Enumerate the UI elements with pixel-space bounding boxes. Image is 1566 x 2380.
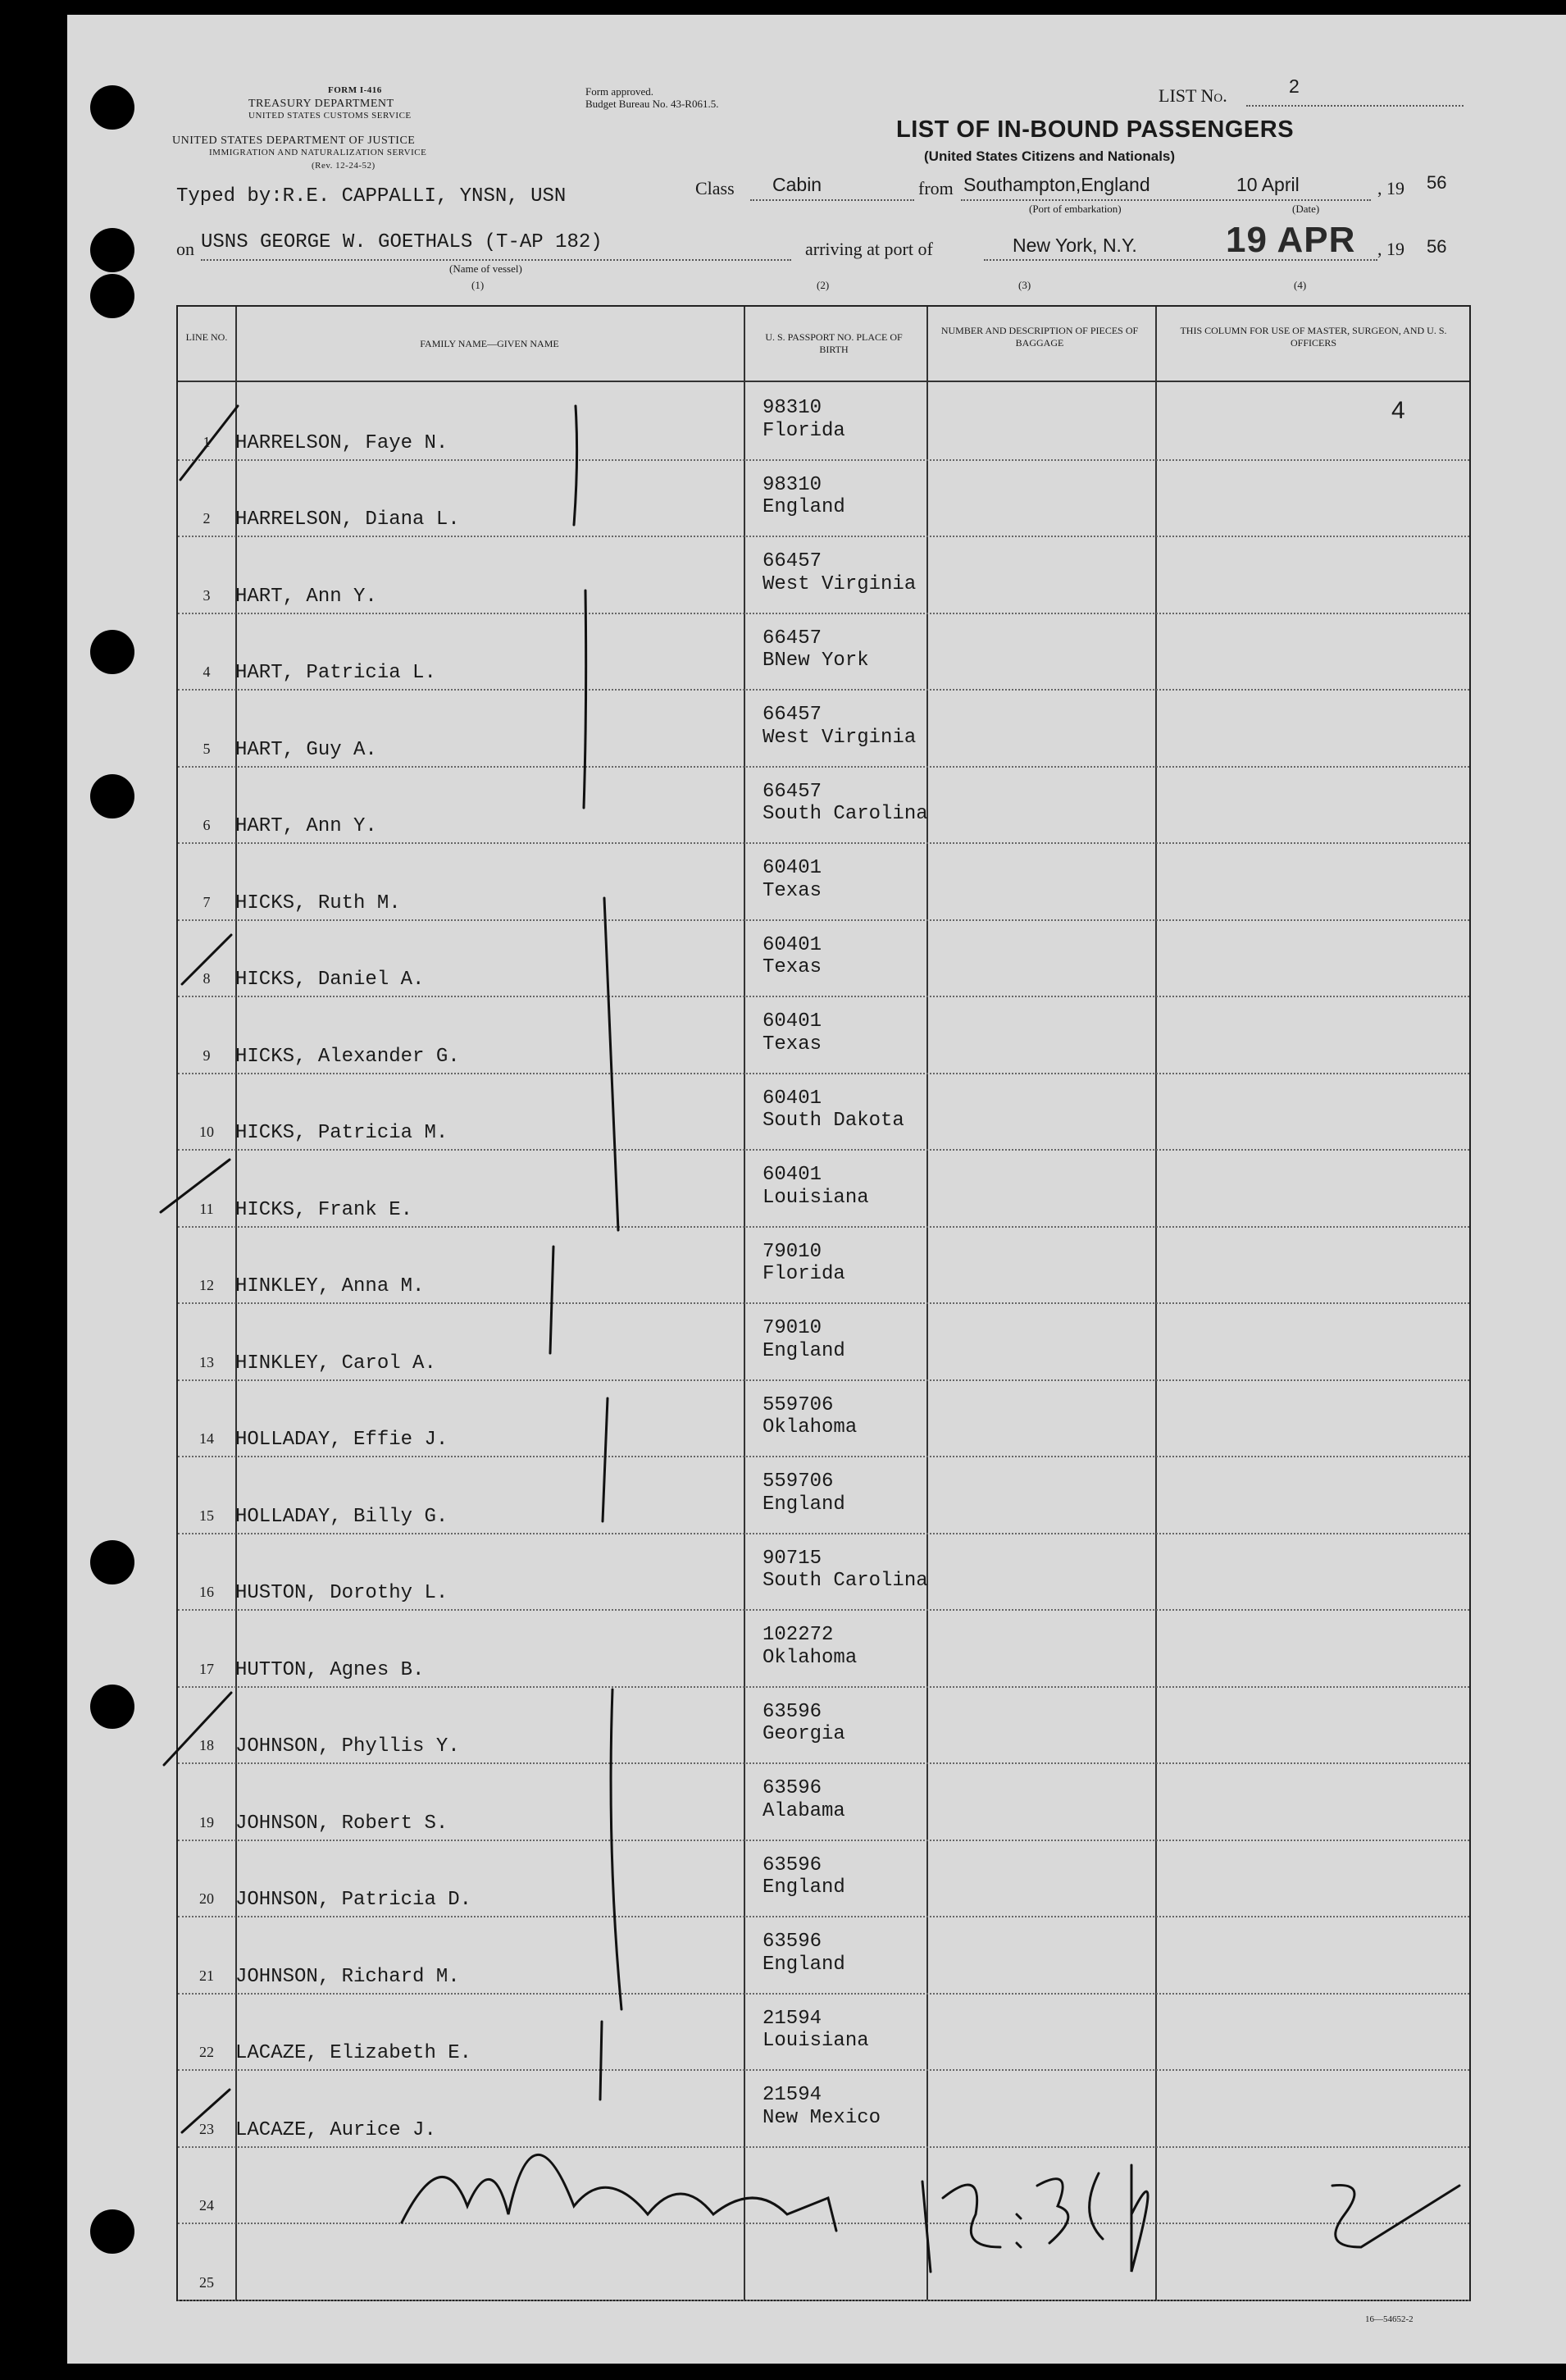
arriving-label: arriving at port of — [805, 239, 933, 259]
date-caption: (Date) — [1292, 203, 1320, 215]
punch-hole — [90, 630, 134, 674]
birthplace: Georgia — [763, 1723, 845, 1746]
treasury-dept: TREASURY DEPARTMENT — [248, 98, 394, 110]
passenger-name: HICKS, Alexander G. — [235, 1045, 460, 1068]
passport-number: 98310 — [763, 473, 822, 496]
passport-cell — [763, 1470, 845, 1516]
header-baggage: NUMBER AND DESCRIPTION OF PIECES OF BAGGAGE — [940, 325, 1139, 349]
line-number: 15 — [199, 1507, 214, 1524]
class-label: Class — [695, 178, 735, 198]
list-no-value: 2 — [1289, 75, 1300, 97]
line-number: 24 — [199, 2197, 214, 2214]
line-number: 2 — [203, 510, 211, 527]
line-number: 10 — [199, 1124, 214, 1140]
revision: (Rev. 12-24-52) — [312, 161, 376, 171]
passport-cell — [763, 857, 822, 902]
passport-cell — [763, 1317, 845, 1362]
line-number: 22 — [199, 2044, 214, 2060]
table-row — [178, 1609, 1469, 1688]
vessel-line — [201, 259, 791, 261]
passenger-name: HICKS, Ruth M. — [235, 891, 401, 914]
passport-number: 98310 — [763, 397, 822, 419]
vessel-caption: (Name of vessel) — [449, 262, 522, 275]
passport-number: 63596 — [763, 1931, 822, 1953]
passenger-table — [176, 305, 1471, 2301]
birthplace: South Dakota — [763, 1110, 904, 1133]
arrival-date-stamp: 19 APR — [1226, 220, 1356, 260]
from-label: from — [918, 178, 954, 198]
punch-hole — [90, 228, 134, 272]
table-row — [178, 919, 1469, 998]
passenger-name: HART, Guy A. — [235, 738, 377, 761]
passport-cell — [763, 1087, 904, 1133]
birthplace: Oklahoma — [763, 1416, 858, 1439]
passport-cell — [763, 934, 822, 979]
passenger-name: HINKLEY, Carol A. — [235, 1352, 436, 1375]
birthplace: New Mexico — [763, 2106, 881, 2129]
punch-hole — [90, 1685, 134, 1729]
passport-cell — [763, 1394, 857, 1439]
line-number: 23 — [199, 2120, 214, 2137]
birthplace: South Carolina — [763, 1570, 928, 1593]
year-value-1: 56 — [1427, 172, 1447, 193]
passenger-name: HICKS, Patricia M. — [235, 1122, 448, 1144]
table-row — [178, 1149, 1469, 1228]
typed-by: Typed by:R.E. CAPPALLI, YNSN, USN — [176, 185, 567, 207]
table-row — [178, 1379, 1469, 1458]
table-row — [178, 1073, 1469, 1151]
birthplace: Florida — [763, 419, 845, 442]
form-approved: Form approved. — [585, 85, 654, 98]
justice-dept: UNITED STATES DEPARTMENT OF JUSTICE — [172, 135, 416, 147]
table-row — [178, 2223, 1469, 2301]
budget-bureau: Budget Bureau No. 43-R061.5. — [585, 98, 719, 110]
passenger-name: HICKS, Frank E. — [235, 1198, 413, 1221]
punch-hole — [90, 274, 134, 318]
table-row — [178, 766, 1469, 845]
line-number: 19 — [199, 1813, 214, 1831]
punch-hole — [90, 85, 134, 130]
official-note: 4 — [1391, 397, 1405, 424]
passport-cell — [763, 704, 916, 749]
passport-cell — [763, 1777, 845, 1822]
vessel-name: USNS GEORGE W. GOETHALS (T-AP 182) — [201, 231, 603, 253]
birthplace: England — [763, 1953, 845, 1976]
passport-cell — [763, 1931, 845, 1976]
passport-cell — [763, 1624, 857, 1669]
birthplace: Florida — [763, 1263, 845, 1286]
passport-number: 559706 — [763, 1470, 834, 1493]
page-title: LIST OF IN-BOUND PASSENGERS — [896, 116, 1295, 143]
passport-cell — [763, 1164, 869, 1209]
passenger-name: HARRELSON, Diana L. — [235, 508, 460, 531]
on-label: on — [176, 239, 194, 259]
passenger-name: HOLLADAY, Billy G. — [235, 1505, 448, 1528]
column-ref-3: (3) — [1018, 279, 1031, 291]
header-name: FAMILY NAME—GIVEN NAME — [420, 338, 559, 349]
header-line-no: LINE NO. — [185, 331, 228, 343]
passenger-name: LACAZE, Elizabeth E. — [235, 2042, 472, 2064]
passenger-name: HICKS, Daniel A. — [235, 969, 425, 991]
year-label-2: , 19 — [1377, 239, 1404, 259]
table-row — [178, 1993, 1469, 2072]
passenger-name: HART, Patricia L. — [235, 662, 436, 684]
punch-hole — [90, 774, 134, 818]
birthplace: West Virginia — [763, 726, 917, 749]
birthplace: BNew York — [763, 650, 869, 673]
column-ref-4: (4) — [1294, 279, 1307, 291]
passport-number: 60401 — [763, 933, 822, 956]
list-no-line — [1246, 105, 1464, 107]
departure-date: 10 April — [1236, 174, 1300, 195]
line-number: 3 — [203, 586, 211, 604]
line-number: 21 — [199, 1967, 214, 1984]
punch-hole — [90, 1540, 134, 1584]
year-label-1: , 19 — [1377, 178, 1404, 198]
line-number: 25 — [199, 2273, 214, 2291]
birthplace: England — [763, 1876, 845, 1899]
passport-number: 63596 — [763, 1700, 822, 1723]
table-row — [178, 613, 1469, 691]
table-row — [178, 1916, 1469, 1995]
table-row — [178, 1533, 1469, 1612]
table-row — [178, 996, 1469, 1074]
passport-cell — [763, 1548, 928, 1593]
from-line — [961, 199, 1371, 201]
line-number: 13 — [199, 1353, 214, 1370]
table-row — [178, 382, 1469, 461]
birthplace: Texas — [763, 956, 822, 979]
passport-cell — [763, 781, 928, 826]
year-value-2: 56 — [1427, 236, 1447, 257]
class-line — [750, 199, 914, 201]
passenger-name: HUSTON, Dorothy L. — [235, 1582, 448, 1604]
arrival-port: New York, N.Y. — [1013, 235, 1137, 256]
birthplace: West Virginia — [763, 572, 917, 595]
table-row — [178, 842, 1469, 921]
birthplace: England — [763, 1493, 845, 1516]
customs-service: UNITED STATES CUSTOMS SERVICE — [248, 111, 412, 121]
passport-number: 66457 — [763, 627, 822, 650]
passport-number: 63596 — [763, 1853, 822, 1876]
line-number: 5 — [203, 740, 211, 757]
ins-service: IMMIGRATION AND NATURALIZATION SERVICE — [209, 148, 427, 157]
passport-cell — [763, 550, 916, 595]
passport-number: 60401 — [763, 1010, 822, 1033]
passport-number: 66457 — [763, 704, 822, 726]
line-number: 11 — [199, 1200, 214, 1217]
table-row — [178, 1456, 1469, 1534]
table-row — [178, 2069, 1469, 2148]
passport-number: 21594 — [763, 2007, 822, 2030]
passport-cell — [763, 1701, 845, 1746]
passport-number: 63596 — [763, 1777, 822, 1799]
birthplace: Louisiana — [763, 1186, 869, 1209]
passport-number: 79010 — [763, 1240, 822, 1263]
passport-number: 60401 — [763, 857, 822, 879]
column-ref-1: (1) — [471, 279, 485, 291]
header-official-use: THIS COLUMN FOR USE OF MASTER, SURGEON, AND U. S. OFFICERS — [1180, 325, 1447, 349]
birthplace: Louisiana — [763, 2030, 869, 2053]
passport-number: 66457 — [763, 550, 822, 572]
passport-cell — [763, 1241, 845, 1286]
column-ref-2: (2) — [817, 279, 830, 291]
passenger-name: HOLLADAY, Effie J. — [235, 1429, 448, 1451]
passenger-name: JOHNSON, Robert S. — [235, 1812, 448, 1835]
birthplace: South Carolina — [763, 803, 928, 826]
passenger-name: HARRELSON, Faye N. — [235, 431, 448, 454]
birthplace: England — [763, 496, 845, 519]
passenger-name: JOHNSON, Patricia D. — [235, 1889, 472, 1911]
table-row — [178, 1686, 1469, 1765]
passport-cell — [763, 1854, 845, 1899]
passenger-name: JOHNSON, Richard M. — [235, 1965, 460, 1988]
table-row — [178, 1302, 1469, 1381]
birthplace: Texas — [763, 879, 822, 902]
line-number: 4 — [203, 663, 211, 680]
passport-number: 559706 — [763, 1393, 834, 1416]
passenger-name: JOHNSON, Phyllis Y. — [235, 1735, 460, 1758]
list-no-label: LIST No. — [1159, 85, 1227, 106]
passenger-name: HART, Ann Y. — [235, 585, 377, 608]
passport-cell — [763, 397, 845, 442]
passport-number: 60401 — [763, 1164, 822, 1186]
line-number: 16 — [199, 1584, 214, 1600]
line-number: 6 — [203, 817, 211, 833]
table-row — [178, 459, 1469, 538]
table-row — [178, 689, 1469, 768]
passport-number: 90715 — [763, 1547, 822, 1570]
port-embarkation-caption: (Port of embarkation) — [1029, 203, 1122, 215]
passport-cell — [763, 2008, 869, 2053]
page-subtitle: (United States Citizens and Nationals) — [924, 148, 1176, 164]
line-number: 9 — [203, 1046, 211, 1064]
birthplace: England — [763, 1339, 845, 1362]
passport-cell — [763, 1010, 822, 1055]
table-row — [178, 1226, 1469, 1305]
form-number: FORM I-416 — [328, 85, 382, 95]
birthplace: Texas — [763, 1033, 822, 1055]
table-row — [178, 2146, 1469, 2225]
passport-number: 60401 — [763, 1087, 822, 1110]
passport-cell — [763, 2084, 881, 2129]
birthplace: Alabama — [763, 1799, 845, 1822]
table-row — [178, 1762, 1469, 1841]
table-row — [178, 1840, 1469, 1918]
embarkation-port: Southampton,England — [963, 174, 1150, 195]
header-passport: U. S. PASSPORT NO. PLACE OF BIRTH — [765, 331, 903, 355]
passenger-name: HART, Ann Y. — [235, 815, 377, 837]
passenger-name: HUTTON, Agnes B. — [235, 1658, 425, 1681]
passenger-name: LACAZE, Aurice J. — [235, 2118, 436, 2141]
passport-number: 66457 — [763, 780, 822, 803]
line-number: 14 — [199, 1430, 214, 1447]
passport-number: 102272 — [763, 1624, 834, 1646]
line-number: 8 — [203, 970, 211, 987]
punch-hole — [90, 2209, 134, 2254]
passport-cell — [763, 627, 869, 673]
line-number: 18 — [199, 1737, 214, 1753]
line-number: 17 — [199, 1660, 214, 1677]
class-value: Cabin — [772, 174, 822, 195]
passport-cell — [763, 474, 845, 519]
passport-number: 79010 — [763, 1317, 822, 1339]
line-number: 7 — [203, 893, 211, 910]
line-number: 20 — [199, 1890, 214, 1907]
line-number: 12 — [199, 1277, 214, 1293]
table-row — [178, 536, 1469, 614]
birthplace: Oklahoma — [763, 1646, 858, 1669]
passenger-name: HINKLEY, Anna M. — [235, 1275, 425, 1297]
passport-number: 21594 — [763, 2084, 822, 2106]
footer-code: 16—54652-2 — [1365, 2314, 1413, 2324]
line-number: 1 — [203, 433, 211, 450]
